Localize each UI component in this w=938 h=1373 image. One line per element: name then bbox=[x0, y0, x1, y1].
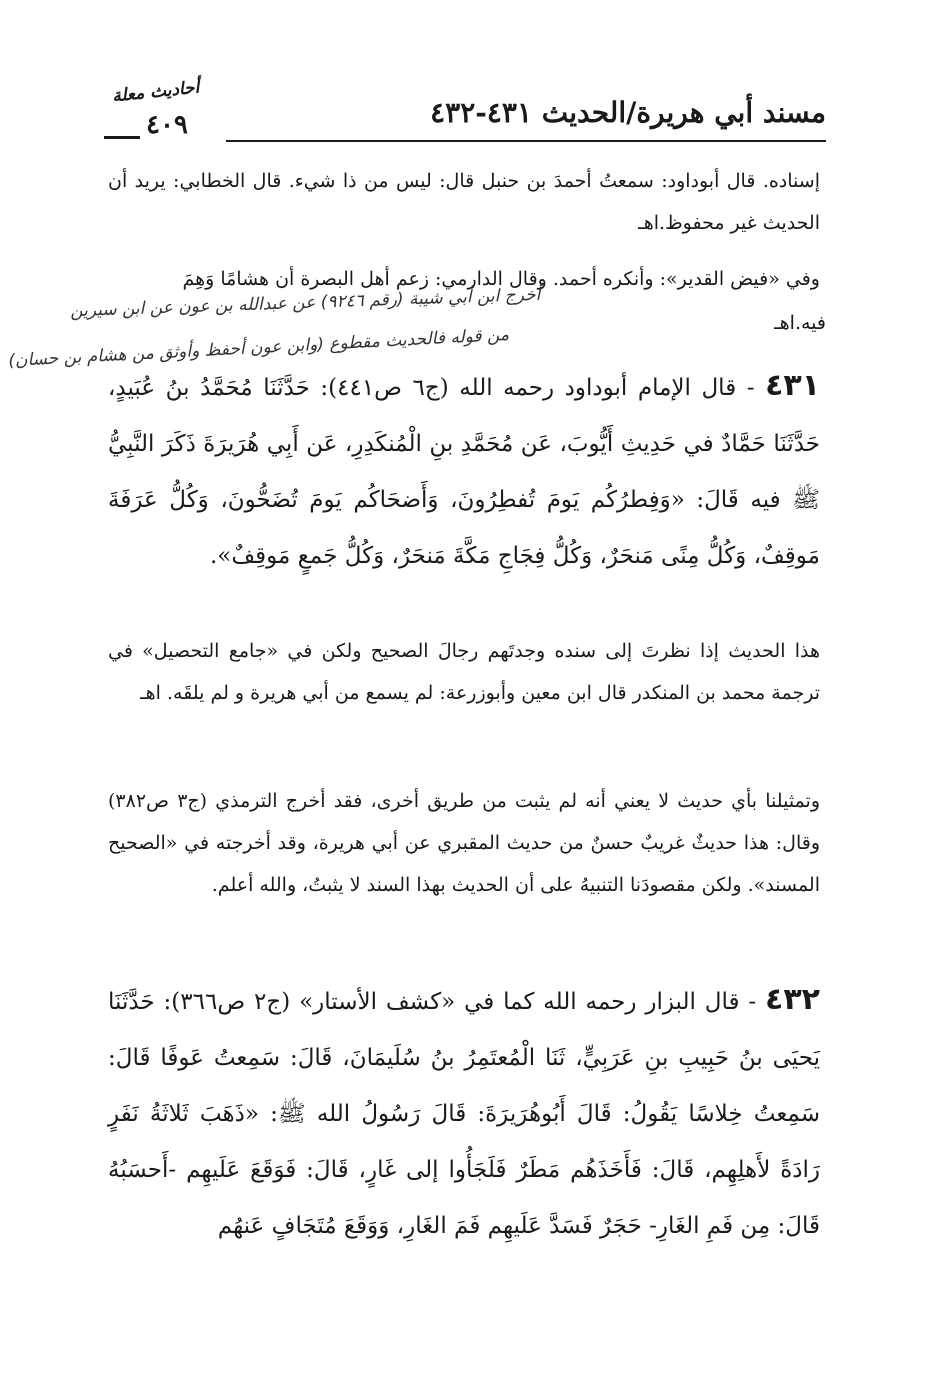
running-header-title: مسند أبي هريرة/الحديث ٤٣١-٤٣٢ bbox=[430, 96, 826, 129]
handwritten-note-line-1: أخرج ابن أبي شيبة (رقم ٩٢٤٦) عن عبدالله بن عون عن ابن سيرين bbox=[69, 284, 541, 322]
commentary-paragraph-1: هذا الحديث إذا نظرتَ إلى سنده وجدتَهم رجالَ الصحيح ولكن في «جامع التحصيل» في ترجمة محمد بن المنكدر قال ابن معين وأبوزرعة: لم يسمع من أبي هريرة و لم يلقَه. اهـ bbox=[108, 640, 820, 704]
header-rule bbox=[226, 140, 826, 142]
paragraph-fih-end: فيه.اهـ bbox=[774, 312, 826, 334]
hadith-number: ٤٣١ bbox=[765, 368, 821, 403]
handwritten-header-note: أحاديث معلة bbox=[111, 77, 201, 107]
hadith-text: - قال الإمام أبوداود رحمه الله (ج٦ ص٤٤١): حَدَّثَنَا مُحَمَّدُ بنُ عُبَيدٍ، حَدَّثَنَا حَمَّادٌ في حَدِيثِ أَيُّوبَ، عَن مُحَمَّدِ بنِ الْمُنكَدِرِ، عَن أَبِي هُرَيرَةَ ذَكَرَ النَّبِيُّ ﷺ فيه قَالَ: «وَفِطرُكُم يَومَ تُفطِرُونَ، وَأَضحَاكُم يَومَ تُضَحُّونَ، وَكُلُّ عَرَفَةَ مَوقِفٌ، وَكُلُّ مِنًى مَنحَرٌ، وَكُلُّ فِجَاجِ مَكَّةَ مَنحَرٌ، وَكُلُّ جَمعٍ مَوقِفٌ». bbox=[108, 375, 820, 569]
hadith-432 bbox=[108, 972, 820, 1254]
hadith-text: - قال البزار رحمه الله كما في «كشف الأستار» (ج٢ ص٣٦٦): حَدَّثَنَا يَحيَى بنُ حَبِيبِ بنِ عَرَبِيٍّ، ثَنَا الْمُعتَمِرُ بنُ سُلَيمَانَ، قَالَ: سَمِعتُ عَوفًا قَالَ: سَمِعتُ خِلاسًا يَقُولُ: قَالَ أَبُوهُرَيرَةَ: قَالَ رَسُولُ الله ﷺ: «ذَهَبَ ثَلاثَةُ نَفَرٍ رَادَةً لأَهلِهِم، قَالَ: فَأَخَذَهُم مَطَرٌ فَلَجَأُوا إلى غَارٍ، قَالَ: فَوَقَعَ عَلَيهِم -أَحسَبُهُ قَالَ: مِن فَمِ الغَارِ- حَجَرٌ فَسَدَّ عَلَيهِم فَمَ الغَارِ، وَوَقَعَ مُتَجَافٍ عَنهُم bbox=[108, 989, 820, 1239]
page-number-underline bbox=[104, 136, 140, 139]
paragraph-isnad: إسناده. قال أبوداود: سمعتُ أحمدَ بن حنبل قال: ليس من ذا شيء. قال الخطابي: يريد أن الحديث غير محفوظ.اهـ bbox=[108, 170, 820, 234]
hadith-number: ٤٣٢ bbox=[765, 982, 820, 1017]
paragraph-fayd-al-qadir: وفي «فيض القدير»: وأنكره أحمد. وقال الدارمي: زعم أهل البصرة أن هشامًا وَهِمَ bbox=[182, 268, 820, 290]
handwritten-note-line-2: من قوله فالحديث مقطوع (وابن عون أحفظ وأوثق من هشام بن حسان) bbox=[7, 324, 510, 372]
commentary-paragraph-2: وتمثيلنا بأي حديث لا يعني أنه لم يثبت من طريق أخرى، فقد أخرج الترمذي (ج٣ ص٣٨٢) وقال: هذا حديثٌ غريبٌ حسنٌ من حديث المقبري عن أبي هريرة، وقد أخرجته في «الصحيح المسند». ولكن مقصودَنا التنبيهُ على أن الحديث بهذا السند لا يثبتُ، والله أعلم. bbox=[108, 790, 820, 896]
hadith-431 bbox=[108, 358, 820, 584]
page-number: ٤٠٩ bbox=[146, 110, 188, 140]
